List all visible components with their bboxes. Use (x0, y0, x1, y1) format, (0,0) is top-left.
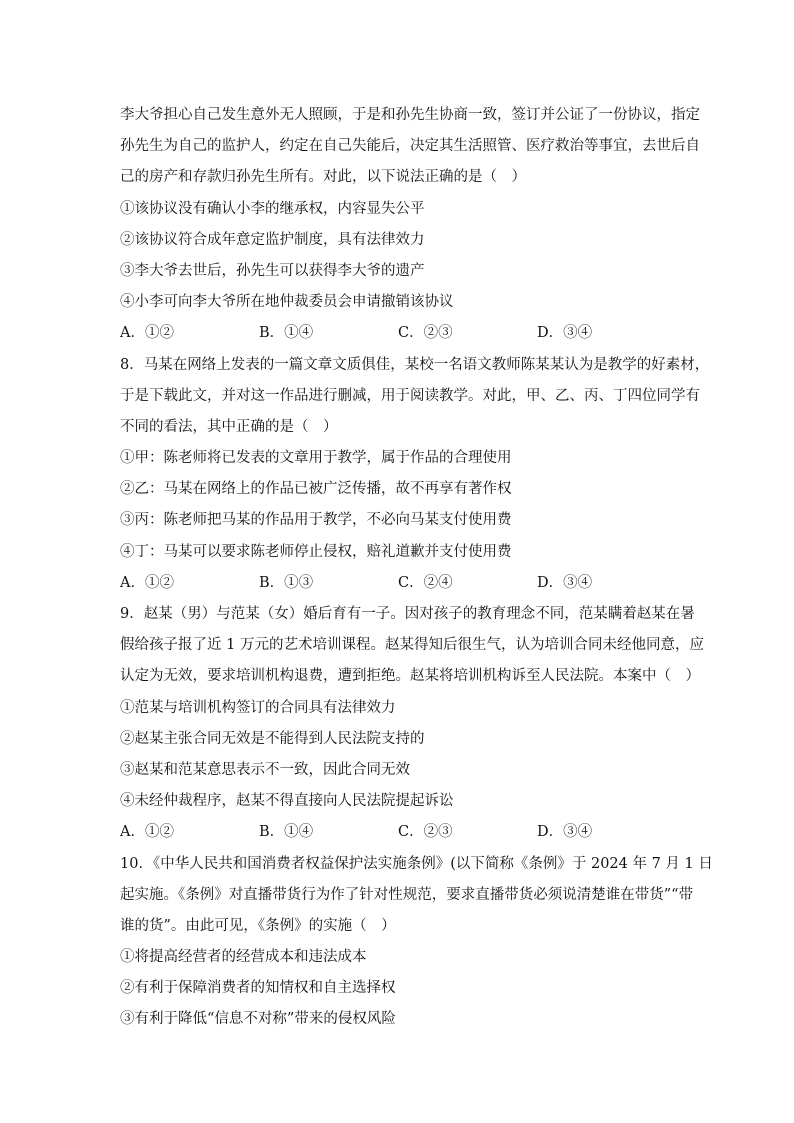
question-stem-line: 假给孩子报了近 1 万元的艺术培训课程。赵某得知后很生气，认为培训合同未经他同意，应 (120, 637, 704, 654)
question-stem-line: 谁的货”。由此可见，《条例》的实施（ ） (120, 917, 396, 934)
statement-item: ②有利于保障消费者的知情权和自主选择权 (120, 980, 396, 997)
option-b[interactable]: B．①④ (259, 824, 314, 841)
option-c[interactable]: C．②③ (398, 325, 453, 342)
statement-item: ④丁：马某可以要求陈老师停止侵权，赔礼道歉并支付使用费 (120, 543, 512, 560)
question-stem-line: 起实施。《条例》对直播带货行为作了针对性规范，要求直播带货必须说清楚谁在带货”“带 (120, 886, 694, 903)
question-9 (120, 599, 704, 849)
question-8 (120, 350, 710, 600)
statement-item: ④未经仲裁程序，赵某不得直接向人民法院提起诉讼 (120, 793, 454, 810)
option-b[interactable]: B．①④ (259, 325, 314, 342)
statement-item: ①该协议没有确认小李的继承权，内容显失公平 (120, 200, 425, 217)
statement-item: ①甲：陈老师将已发表的文章用于教学，属于作品的合理使用 (120, 450, 512, 467)
question-10 (120, 849, 713, 1036)
exam-page (120, 100, 713, 1036)
question-stem-line: 孙先生为自己的监护人，约定在自己失能后，决定其生活照管、医疗救治等事宜，去世后自 (120, 138, 700, 155)
question-stem-line: 于是下载此文，并对这一作品进行删减，用于阅读教学。对此，甲、乙、丙、丁四位同学有 (120, 387, 700, 404)
option-b[interactable]: B．①③ (259, 574, 314, 591)
answer-options (120, 318, 680, 349)
question-stem-line: 9．赵某（男）与范某（女）婚后育有一子。因对孩子的教育理念不同，范某瞒着赵某在暑 (120, 606, 695, 622)
question-stem-line: 认定为无效，要求培训机构退费，遭到拒绝。赵某将培训机构诉至人民法院。本案中（ ） (120, 668, 700, 685)
question-stem-line: 不同的看法，其中正确的是（ ） (120, 418, 338, 435)
statement-item: ③有利于降低“信息不对称”带来的侵权风险 (120, 1011, 396, 1028)
statement-item: ②乙：马某在网络上的作品已被广泛传播，故不再享有著作权 (120, 481, 512, 498)
statement-item: ④小李可向李大爷所在地仲裁委员会申请撤销该协议 (120, 294, 454, 311)
question-stem-line: 李大爷担心自己发生意外无人照顾，于是和孙先生协商一致，签订并公证了一份协议，指定 (120, 107, 700, 123)
question-stem-line: 10．《中华人民共和国消费者权益保护法实施条例》(以下简称《条例》于 2024 年 7 月 1 日 (120, 855, 713, 872)
statement-item: ③赵某和范某意思表示不一致，因此合同无效 (120, 761, 410, 778)
option-a[interactable]: A．①② (120, 574, 174, 591)
statement-item: ③丙：陈老师把马某的作品用于教学，不必向马某支付使用费 (120, 512, 512, 529)
question-7 (120, 100, 700, 350)
answer-options (120, 568, 680, 599)
statement-item: ②该协议符合成年意定监护制度，具有法律效力 (120, 231, 425, 248)
statement-item: ①将提高经营者的经营成本和违法成本 (120, 949, 367, 966)
statement-item: ③李大爷去世后，孙先生可以获得李大爷的遗产 (120, 262, 425, 279)
question-stem-line: 己的房产和存款归孙先生所有。对此，以下说法正确的是（ ） (120, 169, 526, 186)
question-stem-line: 8．马某在网络上发表的一篇文章文质俱佳，某校一名语文教师陈某某认为是教学的好素材， (120, 356, 710, 373)
statement-item: ①范某与培训机构签订的合同具有法律效力 (120, 699, 396, 716)
option-d[interactable]: D．③④ (537, 325, 593, 342)
option-c[interactable]: C．②③ (398, 824, 453, 841)
statement-item: ②赵某主张合同无效是不能得到人民法院支持的 (120, 730, 425, 747)
option-d[interactable]: D．③④ (537, 574, 593, 591)
option-a[interactable]: A．①② (120, 325, 174, 342)
option-a[interactable]: A．①② (120, 824, 174, 841)
option-d[interactable]: D．③④ (537, 824, 593, 841)
answer-options (120, 817, 680, 848)
option-c[interactable]: C．②④ (398, 574, 453, 591)
